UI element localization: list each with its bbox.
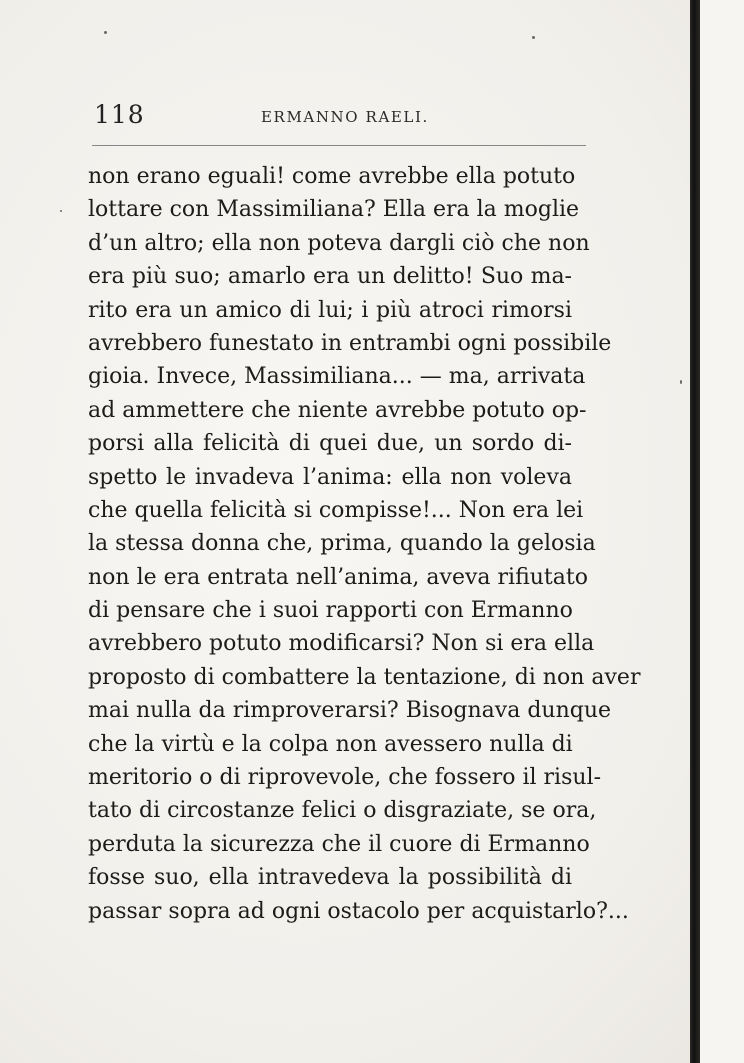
text-line: porsi alla felicità di quei due, un sordo di-: [88, 431, 572, 457]
text-line: che quella felicità si compisse!... Non era lei: [88, 497, 584, 523]
text-line: rito era un amico di lui; i più atroci rimorsi: [88, 297, 572, 323]
paper-speck: [104, 31, 107, 34]
paper-speck: [680, 380, 682, 384]
running-title: ERMANNO RAELI.: [261, 108, 429, 126]
text-line: gioia. Invece, Massimiliana... — ma, arrivata: [88, 364, 586, 390]
body-text: [88, 160, 641, 928]
adjacent-page-margin: [700, 0, 744, 1063]
text-line: avrebbero potuto modificarsi? Non si era ella: [88, 631, 595, 657]
text-line: che la virtù e la colpa non avessero nulla di: [88, 731, 573, 757]
paper-speck: [532, 36, 535, 39]
text-line: non le era entrata nell’anima, aveva rifiutato: [88, 564, 588, 590]
text-line: la stessa donna che, prima, quando la gelosia: [88, 531, 596, 557]
text-line: era più suo; amarlo era un delitto! Suo ma-: [88, 264, 572, 290]
text-line: non erano eguali! come avrebbe ella potuto: [88, 164, 576, 189]
text-line: avrebbero funestato in entrambi ogni possibile: [88, 330, 612, 356]
header-rule: [92, 145, 586, 146]
text-line: meritorio o di riprovevole, che fossero il risul-: [88, 765, 602, 791]
text-line: di pensare che i suoi rapporti con Ermanno: [88, 598, 573, 624]
text-line: ad ammettere che niente avrebbe potuto op-: [88, 397, 587, 423]
page-number: 118: [94, 100, 145, 129]
page-edge-shadow: [690, 0, 700, 1063]
running-head: [94, 100, 590, 134]
text-line: fosse suo, ella intravedeva la possibilità di: [88, 865, 572, 891]
text-line: proposto di combattere la tentazione, di non aver: [88, 664, 641, 690]
text-line: tato di circostanze felici o disgraziate, se ora,: [88, 798, 597, 824]
text-line: spetto le invadeva l’anima: ella non voleva: [88, 464, 572, 490]
text-line: mai nulla da rimproverarsi? Bisognava dunque: [88, 698, 612, 724]
text-line: perduta la sicurezza che il cuore di Ermanno: [88, 831, 590, 857]
text-line: passar sopra ad ogni ostacolo per acquistarlo?...: [88, 898, 629, 924]
text-line: d’un altro; ella non poteva dargli ciò che non: [88, 230, 590, 256]
text-line: lottare con Massimiliana? Ella era la moglie: [88, 197, 580, 223]
paper-speck: [60, 210, 62, 212]
